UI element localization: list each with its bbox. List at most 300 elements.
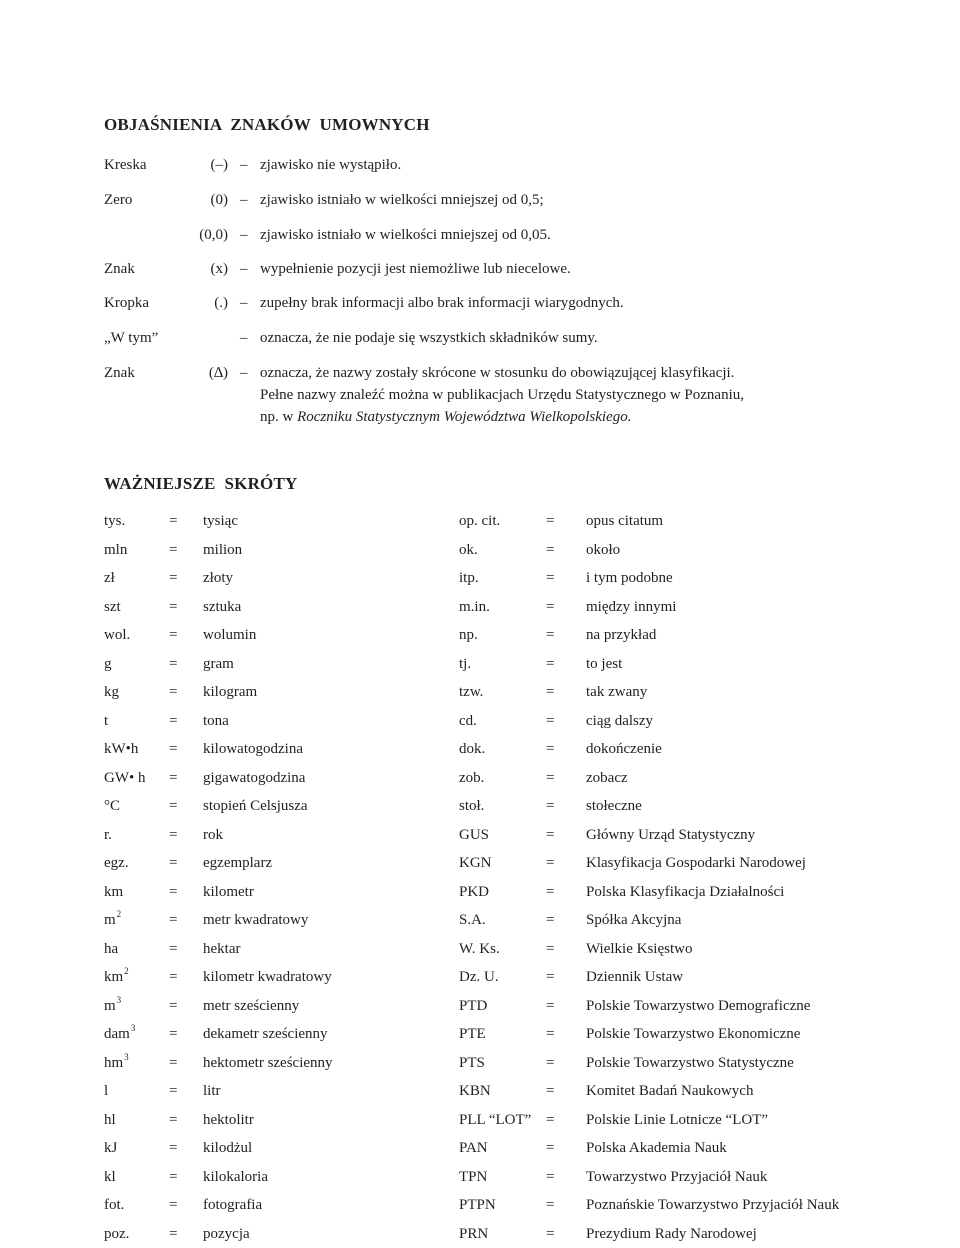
definition-right-text: ciąg dalszy bbox=[586, 712, 654, 729]
equals-sign-left bbox=[169, 681, 177, 703]
definition-right bbox=[586, 1109, 768, 1131]
definition-left bbox=[203, 539, 242, 561]
equals-sign-left bbox=[169, 653, 177, 675]
symbol-dash: – bbox=[240, 157, 248, 173]
definition-left-text: litr bbox=[203, 1083, 221, 1099]
abbreviation-right-text: TPN bbox=[459, 1168, 488, 1185]
symbol-description-line: wypełnienie pozycji jest niemożliwe lub niecelowe. bbox=[260, 261, 571, 277]
equals-sign-right bbox=[546, 1137, 554, 1159]
definition-right-text: Polskie Towarzystwo Statystyczne bbox=[586, 1054, 794, 1071]
definition-left-text: kilogram bbox=[203, 684, 258, 700]
equals-sign-right bbox=[546, 510, 554, 532]
equals-sign-left-text: = bbox=[169, 1083, 178, 1099]
abbreviation-right-text: op. cit. bbox=[459, 513, 501, 529]
abbreviation-right bbox=[459, 852, 492, 874]
equals-sign-left-text: = bbox=[169, 1026, 178, 1042]
abbreviation-row bbox=[0, 1080, 960, 1102]
abbreviation-right-text: GUS bbox=[459, 826, 490, 843]
equals-sign-left-text: = bbox=[169, 598, 178, 615]
equals-sign-left-text: = bbox=[169, 855, 178, 871]
definition-right bbox=[586, 738, 662, 760]
equals-sign-left-text: = bbox=[169, 1168, 178, 1185]
definition-right bbox=[586, 909, 681, 931]
definition-right-text: tak zwany bbox=[586, 684, 648, 700]
equals-sign-right-text: = bbox=[546, 1083, 555, 1099]
abbreviation-left bbox=[104, 567, 115, 589]
definition-right bbox=[586, 681, 647, 703]
definition-left bbox=[203, 938, 240, 960]
abbreviation-right-text: PTD bbox=[459, 997, 488, 1014]
abbreviation-right-text: cd. bbox=[459, 712, 477, 729]
definition-right bbox=[586, 1194, 839, 1216]
abbreviation-right-text: stoł. bbox=[459, 798, 485, 814]
definition-left bbox=[203, 1052, 333, 1074]
definition-left bbox=[203, 710, 229, 732]
equals-sign-right bbox=[546, 852, 554, 874]
definition-left-text: metr kwadratowy bbox=[203, 912, 309, 928]
definition-left bbox=[203, 1109, 254, 1131]
definition-right-text: Polskie Towarzystwo Demograficzne bbox=[586, 997, 811, 1014]
abbreviation-left bbox=[104, 1080, 108, 1102]
equals-sign-right bbox=[546, 1080, 554, 1102]
equals-sign-right bbox=[546, 653, 554, 675]
abbreviation-left-text: kW•h bbox=[104, 741, 139, 757]
abbreviation-left-text: kl bbox=[104, 1168, 116, 1185]
abbreviation-left-text: °C bbox=[104, 798, 121, 814]
definition-right-text: Prezydium Rady Narodowej bbox=[586, 1225, 757, 1242]
equals-sign-right-text: = bbox=[546, 855, 555, 871]
abbreviation-left bbox=[104, 738, 138, 760]
definition-right-text: zobacz bbox=[586, 769, 628, 786]
equals-sign-left bbox=[169, 1194, 177, 1216]
abbreviation-right-text: dok. bbox=[459, 741, 486, 757]
definition-left bbox=[203, 824, 223, 846]
equals-sign-left bbox=[169, 938, 177, 960]
abbreviation-left bbox=[104, 881, 123, 903]
abbreviation-right bbox=[459, 966, 499, 988]
equals-sign-left bbox=[169, 909, 177, 931]
equals-sign-right-text: = bbox=[546, 826, 555, 843]
definition-right-text: Klasyfikacja Gospodarki Narodowej bbox=[586, 855, 806, 871]
unit-exponent: 2 bbox=[124, 966, 129, 976]
equals-sign-left-text: = bbox=[169, 1140, 178, 1156]
definition-left bbox=[203, 966, 332, 988]
abbreviation-row bbox=[0, 1166, 960, 1188]
abbreviation-row bbox=[0, 852, 960, 874]
definition-left-text: kilowatogodzina bbox=[203, 741, 303, 757]
unit-exponent: 2 bbox=[116, 909, 122, 919]
equals-sign-left bbox=[169, 1080, 177, 1102]
equals-sign-right-text: = bbox=[546, 1197, 555, 1213]
abbreviation-left bbox=[104, 539, 127, 561]
equals-sign-left bbox=[169, 710, 177, 732]
equals-sign-left bbox=[169, 567, 177, 589]
equals-sign-right-text: = bbox=[546, 712, 555, 729]
abbreviation-right bbox=[459, 1166, 487, 1188]
abbreviation-left-text: r. bbox=[104, 826, 112, 843]
abbreviation-right bbox=[459, 1080, 491, 1102]
symbols-heading: OBJAŚNIENIA ZNAKÓW UMOWNYCH bbox=[104, 115, 430, 134]
abbreviation-row bbox=[0, 1194, 960, 1216]
definition-right bbox=[586, 881, 784, 903]
definition-right-text: dokończenie bbox=[586, 741, 662, 757]
equals-sign-left bbox=[169, 881, 177, 903]
definition-left-text: hektar bbox=[203, 940, 241, 957]
definition-right-text: to jest bbox=[586, 655, 623, 672]
abbreviation-right-text: Dz. U. bbox=[459, 969, 499, 985]
definition-left-text: dekametr sześcienny bbox=[203, 1026, 328, 1042]
symbol-code: (–) bbox=[210, 157, 228, 173]
abbreviation-right bbox=[459, 1194, 496, 1216]
abbreviation-left-text: mln bbox=[104, 541, 128, 558]
definition-left-text: metr sześcienny bbox=[203, 997, 300, 1014]
equals-sign-right-text: = bbox=[546, 798, 555, 814]
equals-sign-right-text: = bbox=[546, 627, 555, 643]
definition-right bbox=[586, 710, 653, 732]
abbreviation-right-text: PRN bbox=[459, 1225, 489, 1242]
abbreviation-left-text: fot. bbox=[104, 1197, 125, 1213]
abbreviation-right-text: itp. bbox=[459, 570, 479, 586]
equals-sign-left-text: = bbox=[169, 655, 178, 672]
symbol-term: Znak bbox=[104, 365, 135, 381]
unit-exponent: 3 bbox=[116, 994, 122, 1005]
symbol-term: Zero bbox=[104, 192, 133, 208]
equals-sign-left bbox=[169, 510, 177, 532]
symbol-code: (0) bbox=[210, 192, 228, 208]
abbreviation-left-text: kg bbox=[104, 684, 119, 700]
abbreviation-row bbox=[0, 1223, 960, 1245]
abbreviation-row bbox=[0, 966, 960, 988]
abbreviation-left bbox=[104, 596, 121, 618]
definition-left bbox=[203, 1166, 268, 1188]
abbreviation-row bbox=[0, 624, 960, 646]
equals-sign-right bbox=[546, 596, 554, 618]
abbreviation-row bbox=[0, 795, 960, 817]
definition-right bbox=[586, 966, 683, 988]
symbol-description bbox=[260, 224, 860, 246]
equals-sign-right bbox=[546, 1023, 554, 1045]
definition-left-text: gram bbox=[203, 655, 234, 672]
abbreviation-row bbox=[0, 710, 960, 732]
abbreviation-left-text: kJ bbox=[104, 1140, 118, 1156]
definition-left bbox=[203, 1137, 252, 1159]
symbol-description-line: oznacza, że nazwy zostały skrócone w stosunku do obowiązującej klasyfikacji. bbox=[260, 365, 735, 381]
abbreviation-left-text: km bbox=[104, 883, 124, 900]
abbreviation-left-text: l bbox=[104, 1083, 109, 1099]
definition-left-text: gigawatogodzina bbox=[203, 769, 306, 786]
abbreviation-left bbox=[104, 681, 119, 703]
equals-sign-right-text: = bbox=[546, 1140, 555, 1156]
abbreviation-left-text: egz. bbox=[104, 855, 129, 871]
definition-right bbox=[586, 995, 810, 1017]
symbol-term: Kropka bbox=[104, 295, 149, 311]
definition-right bbox=[586, 938, 692, 960]
definition-right-text: Główny Urząd Statystyczny bbox=[586, 826, 756, 843]
equals-sign-right bbox=[546, 710, 554, 732]
definition-right bbox=[586, 767, 628, 789]
equals-sign-left bbox=[169, 1137, 177, 1159]
equals-sign-left-text: = bbox=[169, 1197, 178, 1213]
equals-sign-left-text: = bbox=[169, 513, 178, 529]
abbreviation-right-text: PKD bbox=[459, 883, 490, 900]
abbreviation-row bbox=[0, 938, 960, 960]
symbol-code: (x) bbox=[210, 261, 228, 277]
abbreviation-left bbox=[104, 1194, 124, 1216]
abbreviation-left-text: poz. bbox=[104, 1225, 130, 1242]
abbreviation-right bbox=[459, 681, 483, 703]
abbreviation-right-text: zob. bbox=[459, 769, 485, 786]
definition-left-text: pozycja bbox=[203, 1225, 250, 1242]
equals-sign-right bbox=[546, 966, 554, 988]
definition-right bbox=[586, 539, 620, 561]
abbreviations-heading: WAŻNIEJSZE SKRÓTY bbox=[104, 474, 298, 493]
abbreviation-left bbox=[104, 653, 112, 675]
definition-right-text: około bbox=[586, 541, 621, 558]
abbreviation-left-text: km bbox=[104, 969, 124, 985]
abbreviation-row bbox=[0, 1023, 960, 1045]
symbol-description bbox=[260, 189, 860, 211]
symbol-dash: – bbox=[240, 295, 248, 311]
symbol-dash: – bbox=[240, 192, 248, 208]
definition-left-text: hektometr sześcienny bbox=[203, 1054, 333, 1071]
definition-left bbox=[203, 767, 305, 789]
abbreviation-left bbox=[104, 510, 125, 532]
abbreviation-right bbox=[459, 995, 487, 1017]
equals-sign-left-text: = bbox=[169, 912, 178, 928]
equals-sign-right-text: = bbox=[546, 940, 555, 957]
abbreviation-row bbox=[0, 909, 960, 931]
abbreviation-row bbox=[0, 824, 960, 846]
equals-sign-left-text: = bbox=[169, 741, 178, 757]
abbreviation-right-text: np. bbox=[459, 627, 478, 643]
definition-left bbox=[203, 624, 256, 646]
definition-left-text: kilometr kwadratowy bbox=[203, 969, 332, 985]
equals-sign-right bbox=[546, 767, 554, 789]
abbreviation-left-text: ha bbox=[104, 940, 119, 957]
equals-sign-left bbox=[169, 1052, 177, 1074]
symbol-description-line: zjawisko istniało w wielkości mniejszej od 0,05. bbox=[260, 227, 551, 243]
abbreviation-left bbox=[104, 1137, 117, 1159]
symbol-description bbox=[260, 292, 860, 314]
equals-sign-left bbox=[169, 966, 177, 988]
symbol-code: (0,0) bbox=[199, 227, 228, 243]
equals-sign-right-text: = bbox=[546, 769, 555, 786]
abbreviation-left bbox=[104, 824, 112, 846]
symbol-description-line: np. w Roczniku Statystycznym Województwa Wielkopolskiego. bbox=[260, 409, 632, 425]
equals-sign-right bbox=[546, 681, 554, 703]
abbreviation-left-text: hl bbox=[104, 1111, 116, 1128]
equals-sign-right-text: = bbox=[546, 997, 555, 1014]
abbreviation-right bbox=[459, 824, 489, 846]
symbol-description-line: Pełne nazwy znaleźć można w publikacjach Urzędu Statystycznego w Poznaniu, bbox=[260, 387, 744, 403]
equals-sign-left-text: = bbox=[169, 940, 178, 957]
equals-sign-right bbox=[546, 909, 554, 931]
symbol-description bbox=[260, 362, 860, 428]
definition-right-text: Polskie Towarzystwo Ekonomiczne bbox=[586, 1026, 801, 1042]
abbreviation-right bbox=[459, 1052, 485, 1074]
equals-sign-right-text: = bbox=[546, 684, 555, 700]
equals-sign-right bbox=[546, 624, 554, 646]
publication-title: Roczniku Statystycznym Województwa Wielkopolskiego. bbox=[297, 409, 632, 425]
abbreviation-left bbox=[104, 852, 129, 874]
equals-sign-left-text: = bbox=[169, 769, 178, 786]
definition-right-text: Polska Klasyfikacja Działalności bbox=[586, 883, 785, 900]
symbol-term: „W tym” bbox=[104, 330, 159, 346]
equals-sign-right-text: = bbox=[546, 598, 555, 615]
definition-right-text: Poznańskie Towarzystwo Przyjaciół Nauk bbox=[586, 1197, 840, 1213]
symbol-dash: – bbox=[240, 330, 248, 346]
equals-sign-right-text: = bbox=[546, 912, 555, 928]
equals-sign-right-text: = bbox=[546, 883, 555, 900]
definition-right-text: Wielkie Księstwo bbox=[586, 940, 693, 957]
definition-left-text: egzemplarz bbox=[203, 855, 273, 871]
abbreviation-right-text: W. Ks. bbox=[459, 940, 500, 957]
abbreviation-right bbox=[459, 653, 471, 675]
equals-sign-left bbox=[169, 852, 177, 874]
equals-sign-right-text: = bbox=[546, 1111, 555, 1128]
definition-left bbox=[203, 681, 257, 703]
definition-left-text: kilokaloria bbox=[203, 1168, 268, 1185]
symbol-code: (∆) bbox=[208, 365, 228, 381]
definition-right bbox=[586, 653, 622, 675]
definition-left-text: kilodżul bbox=[203, 1140, 253, 1156]
unit-exponent: 3 bbox=[124, 1051, 129, 1062]
definition-right bbox=[586, 824, 755, 846]
definition-right bbox=[586, 1166, 767, 1188]
abbreviation-row bbox=[0, 539, 960, 561]
abbreviation-row bbox=[0, 1137, 960, 1159]
abbreviation-row bbox=[0, 567, 960, 589]
equals-sign-left bbox=[169, 1223, 177, 1245]
abbreviation-left bbox=[104, 909, 121, 931]
abbreviation-row bbox=[0, 738, 960, 760]
abbreviation-left bbox=[104, 995, 121, 1017]
equals-sign-right-text: = bbox=[546, 1054, 555, 1071]
symbol-description-line: oznacza, że nie podaje się wszystkich składników sumy. bbox=[260, 330, 598, 346]
equals-sign-left-text: = bbox=[169, 969, 178, 985]
abbreviation-left-text: t bbox=[104, 712, 109, 729]
abbreviation-right-text: S.A. bbox=[459, 912, 486, 928]
equals-sign-left bbox=[169, 1109, 177, 1131]
equals-sign-right-text: = bbox=[546, 1026, 555, 1042]
definition-left bbox=[203, 1223, 250, 1245]
definition-right-text: Polskie Linie Lotnicze “LOT” bbox=[586, 1111, 769, 1128]
equals-sign-left bbox=[169, 1023, 177, 1045]
abbreviation-left-text: g bbox=[104, 655, 112, 672]
symbol-description bbox=[260, 327, 860, 349]
definition-left-text: złoty bbox=[203, 570, 233, 586]
equals-sign-right bbox=[546, 1052, 554, 1074]
definition-left-text: sztuka bbox=[203, 598, 242, 615]
definition-left bbox=[203, 795, 308, 817]
abbreviation-left-text: m bbox=[104, 912, 116, 928]
definition-left bbox=[203, 738, 303, 760]
definition-right bbox=[586, 624, 656, 646]
abbreviation-left bbox=[104, 1223, 129, 1245]
definition-right bbox=[586, 1137, 727, 1159]
abbreviation-right-text: PTPN bbox=[459, 1197, 496, 1213]
abbreviation-right bbox=[459, 567, 479, 589]
abbreviation-row bbox=[0, 653, 960, 675]
definition-right-text: Spółka Akcyjna bbox=[586, 912, 682, 928]
definition-right-text: między innymi bbox=[586, 598, 677, 615]
definition-left-text: hektolitr bbox=[203, 1111, 254, 1128]
abbreviation-row bbox=[0, 510, 960, 532]
equals-sign-right-text: = bbox=[546, 655, 555, 672]
equals-sign-left bbox=[169, 995, 177, 1017]
definition-left-text: milion bbox=[203, 541, 243, 558]
equals-sign-left-text: = bbox=[169, 684, 178, 700]
symbol-description-line: zjawisko nie wystąpiło. bbox=[260, 157, 402, 173]
definition-right-text: Dziennik Ustaw bbox=[586, 969, 684, 985]
definition-right-text: Komitet Badań Naukowych bbox=[586, 1083, 754, 1099]
abbreviation-right bbox=[459, 1023, 486, 1045]
definition-right-text: na przykład bbox=[586, 627, 657, 643]
unit-exponent: 3 bbox=[130, 1023, 136, 1033]
definition-left bbox=[203, 881, 254, 903]
equals-sign-left-text: = bbox=[169, 712, 178, 729]
abbreviation-right-text: tzw. bbox=[459, 684, 484, 700]
abbreviation-right-text: KBN bbox=[459, 1083, 491, 1099]
abbreviation-left bbox=[104, 966, 129, 988]
definition-right bbox=[586, 852, 806, 874]
abbreviation-left bbox=[104, 1109, 116, 1131]
symbol-term: Znak bbox=[104, 261, 135, 277]
symbol-dash: – bbox=[240, 261, 248, 277]
abbreviation-left-text: dam bbox=[104, 1026, 130, 1042]
definition-left-text: fotografia bbox=[203, 1197, 263, 1213]
abbreviation-left bbox=[104, 1052, 129, 1074]
abbreviation-row bbox=[0, 596, 960, 618]
definition-left bbox=[203, 510, 238, 532]
equals-sign-left-text: = bbox=[169, 1111, 178, 1128]
equals-sign-right-text: = bbox=[546, 1168, 555, 1185]
symbol-description-line: zjawisko istniało w wielkości mniejszej od 0,5; bbox=[260, 192, 544, 208]
abbreviation-right bbox=[459, 1109, 531, 1131]
equals-sign-left bbox=[169, 767, 177, 789]
equals-sign-right bbox=[546, 1194, 554, 1216]
equals-sign-left-text: = bbox=[169, 1225, 178, 1242]
symbol-term: Kreska bbox=[104, 157, 147, 173]
abbreviation-row bbox=[0, 881, 960, 903]
abbreviation-left-text: hm bbox=[104, 1054, 124, 1071]
equals-sign-left bbox=[169, 596, 177, 618]
abbreviation-left-text: szt bbox=[104, 598, 121, 615]
equals-sign-left-text: = bbox=[169, 1054, 178, 1071]
abbreviation-left-text: zł bbox=[104, 570, 115, 586]
definition-left-text: tysiąc bbox=[203, 513, 238, 529]
definition-right bbox=[586, 510, 663, 532]
equals-sign-right-text: = bbox=[546, 513, 555, 529]
symbol-description-line: zupełny brak informacji albo brak informacji wiarygodnych. bbox=[260, 295, 624, 311]
abbreviation-right bbox=[459, 909, 486, 931]
equals-sign-left-text: = bbox=[169, 541, 178, 558]
definition-right bbox=[586, 1223, 757, 1245]
equals-sign-left bbox=[169, 795, 177, 817]
equals-sign-right bbox=[546, 938, 554, 960]
equals-sign-left bbox=[169, 824, 177, 846]
abbreviation-right bbox=[459, 1137, 488, 1159]
definition-left-text: kilometr bbox=[203, 883, 254, 900]
definition-left bbox=[203, 995, 299, 1017]
equals-sign-right bbox=[546, 1166, 554, 1188]
definition-left-text: rok bbox=[203, 826, 223, 843]
equals-sign-right-text: = bbox=[546, 1225, 555, 1242]
abbreviation-row bbox=[0, 767, 960, 789]
abbreviation-right-text: tj. bbox=[459, 655, 472, 672]
abbreviation-left-text: tys. bbox=[104, 513, 126, 529]
abbreviation-left bbox=[104, 938, 118, 960]
